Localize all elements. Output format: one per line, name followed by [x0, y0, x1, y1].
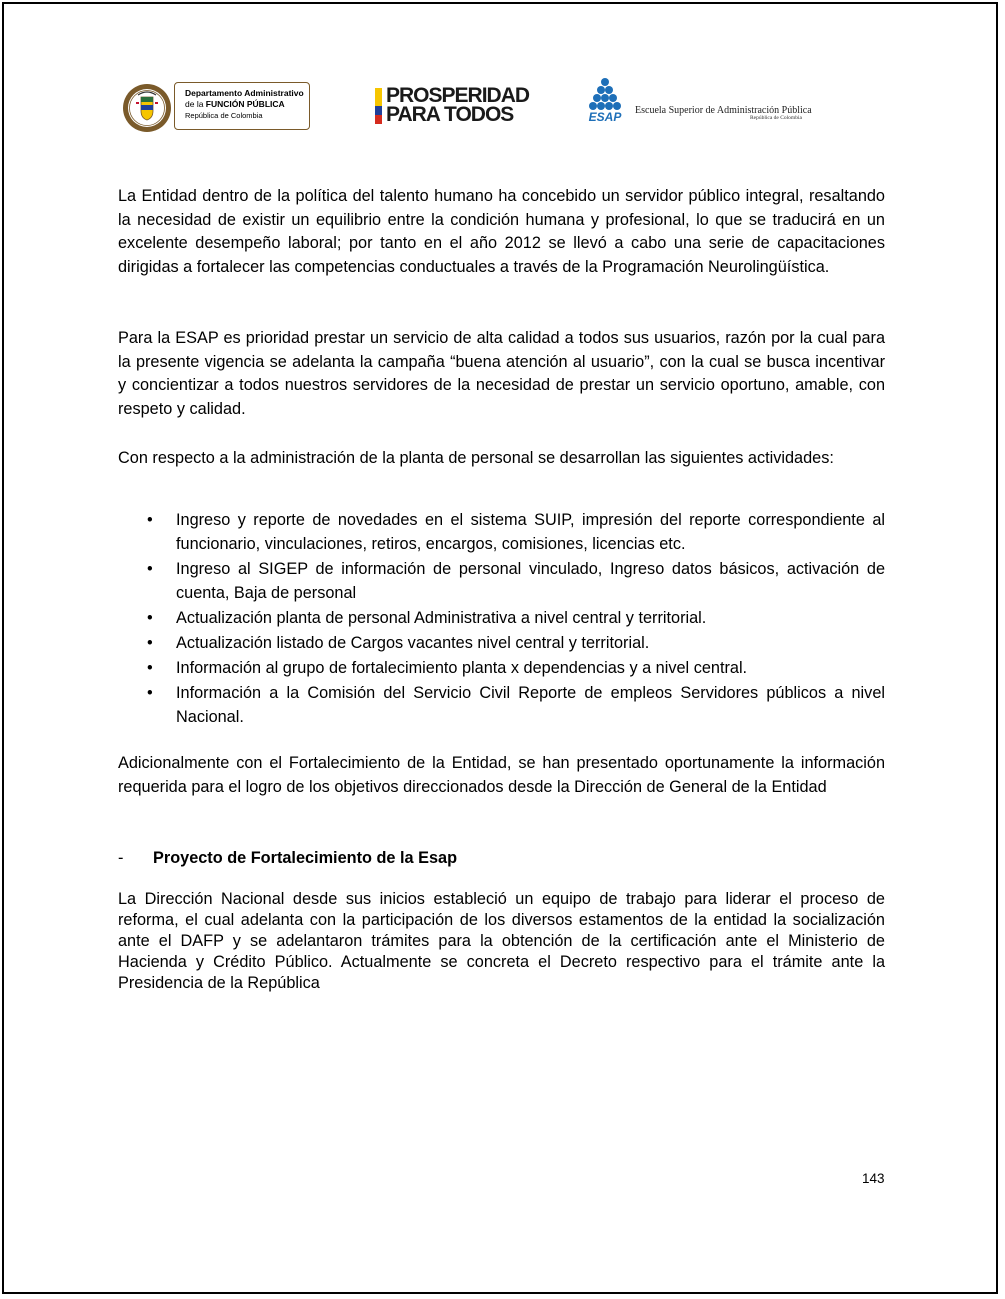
prosperidad-logo [375, 84, 530, 127]
prosperidad-line-1: PROSPERIDAD [386, 84, 530, 107]
list-item: • Información a la Comisión del Servicio Civil Reporte de empleos Servidores públicos a nivel Nacional. [147, 684, 885, 727]
dafp-line-3: República de Colombia [185, 111, 263, 120]
prosperidad-line-2: PARA TODOS [386, 103, 514, 126]
bullet-icon: • [147, 608, 153, 627]
bullet-icon: • [147, 559, 153, 578]
paragraph-direccion-nacional: La Dirección Nacional desde sus inicios estableció un equipo de trabajo para liderar el proceso de reforma, el cual adelanta con la participación de los diversos estamentos de la entidad la socialización ante el DAFP y se adelantaron trámites para la obtención de la certificación ante el Ministerio de Hacienda y Crédito Público. Actualmente se concreta el Decreto respectivo para el trámite ante la Presidencia de la República [118, 890, 885, 992]
section-title: Proyecto de Fortalecimiento de la Esap [153, 849, 458, 867]
list-item: • Ingreso y reporte de novedades en el sistema SUIP, impresión del reporte correspondiente al funcionario, vinculaciones, retiros, encargos, comisiones, licencias etc. [147, 511, 885, 553]
bullet-icon: • [147, 684, 153, 703]
section-heading [118, 847, 885, 870]
esap-subtitle: República de Colombia [750, 115, 802, 121]
bullet-icon: • [147, 659, 153, 678]
paragraph-planta-personal: Con respecto a la administración de la planta de personal se desarrollan las siguientes actividades: [118, 449, 834, 467]
section-dash: - [118, 849, 124, 867]
list-item: • Información al grupo de fortalecimiento planta x dependencias y a nivel central. [118, 657, 885, 681]
bullet-icon: • [147, 511, 153, 529]
esap-name: Escuela Superior de Administración Pública [635, 105, 812, 116]
list-item: • Actualización listado de Cargos vacantes nivel central y territorial. [118, 632, 885, 656]
dafp-logo [122, 82, 312, 132]
esap-dots-icon [578, 77, 634, 127]
dafp-line-2: de la FUNCIÓN PÚBLICA [185, 99, 285, 109]
paragraph-fortalecimiento: Adicionalmente con el Fortalecimiento de la Entidad, se han presentado oportunamente la información requerida para el logro de los objetivos direccionados desde la Dirección de General de la Entidad [118, 754, 885, 796]
page-number: 143 [862, 1171, 885, 1186]
list-item: • Ingreso al SIGEP de información de personal vinculado, Ingreso datos básicos, activación de cuenta, Baja de personal [147, 559, 885, 602]
list-item: • Actualización planta de personal Administrativa a nivel central y territorial. [118, 607, 885, 631]
colombia-flag-bar-icon [375, 88, 382, 124]
paragraph-atencion-usuario: Para la ESAP es prioridad prestar un servicio de alta calidad a todos sus usuarios, razón por la cual para la presente vigencia se adelanta la campaña “buena atención al usuario”, con la cual se busca incentivar y concientizar a todos nuestros servidores de la necesidad de prestar un servicio oportuno, amable, con respeto y calidad. [118, 329, 885, 419]
esap-acronym: ESAP [588, 110, 622, 124]
dafp-line-1: Departamento Administrativo [185, 88, 304, 98]
bullet-icon: • [147, 634, 153, 653]
activities-list [118, 509, 885, 731]
coat-of-arms-seal-icon [122, 83, 172, 133]
prosperidad-text [386, 86, 529, 124]
esap-logo [578, 77, 810, 127]
paragraph-talento-humano: La Entidad dentro de la política del talento humano ha concebido un servidor público integral, resaltando la necesidad de existir un equilibrio entre la condición humana y profesional, lo que se traducirá en un excelente desempeño laboral; por tanto en el año 2012 se llevó a cabo una serie de capacitaciones dirigidas a fortalecer las competencias conductuales a través de la Programación Neurolingüística. [118, 187, 885, 277]
dafp-text-box [174, 82, 310, 130]
